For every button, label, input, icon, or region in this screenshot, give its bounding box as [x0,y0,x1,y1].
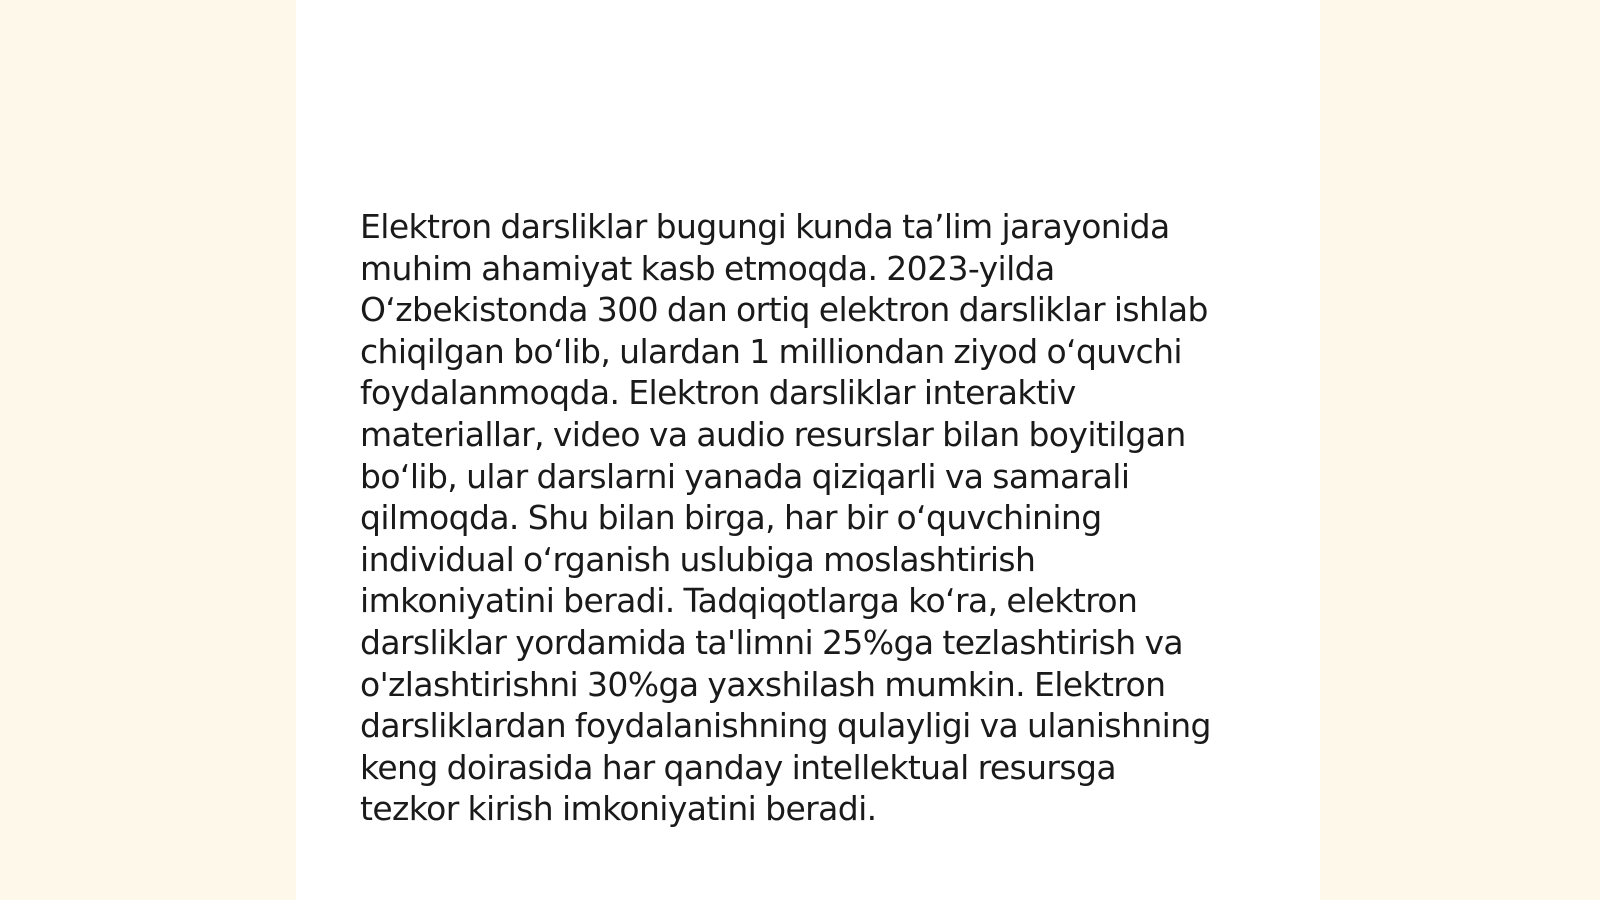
paragraph-line: darsliklardan foydalanishning qulayligi va ulanishning [360,706,1211,746]
paragraph-line: O‘zbekistonda 300 dan ortiq elektron darsliklar ishlab [360,290,1208,330]
paragraph-line: darsliklar yordamida ta'limni 25%ga tezlashtirish va [360,622,1184,662]
paragraph-line: bo‘lib, ular darslarni yanada qiziqarli va samarali [360,456,1130,496]
paragraph-line: tezkor kirish imkoniyatini beradi. [360,789,877,829]
paragraph-line: o'zlashtirishni 30%ga yaxshilash mumkin. Elektron [360,664,1166,704]
paragraph-line: muhim ahamiyat kasb etmoqda. 2023-yilda [360,248,1055,288]
document-page [296,0,1320,900]
paragraph-line: chiqilgan bo‘lib, ulardan 1 milliondan ziyod o‘quvchi [360,331,1182,371]
paragraph-line: individual o‘rganish uslubiga moslashtirish [360,539,1036,579]
paragraph-line: foydalanmoqda. Elektron darsliklar interaktiv [360,373,1076,413]
body-paragraph [360,206,1260,830]
paragraph-line: keng doirasida har qanday intellektual resursga [360,747,1116,787]
paragraph-line: imkoniyatini beradi. Tadqiqotlarga ko‘ra, elektron [360,581,1138,621]
paragraph-line: Elektron darsliklar bugungi kunda ta’lim jarayonida [360,207,1170,246]
paragraph-line: qilmoqda. Shu bilan birga, har bir o‘quvchining [360,498,1102,538]
paragraph-line: materiallar, video va audio resurslar bilan boyitilgan [360,414,1186,454]
